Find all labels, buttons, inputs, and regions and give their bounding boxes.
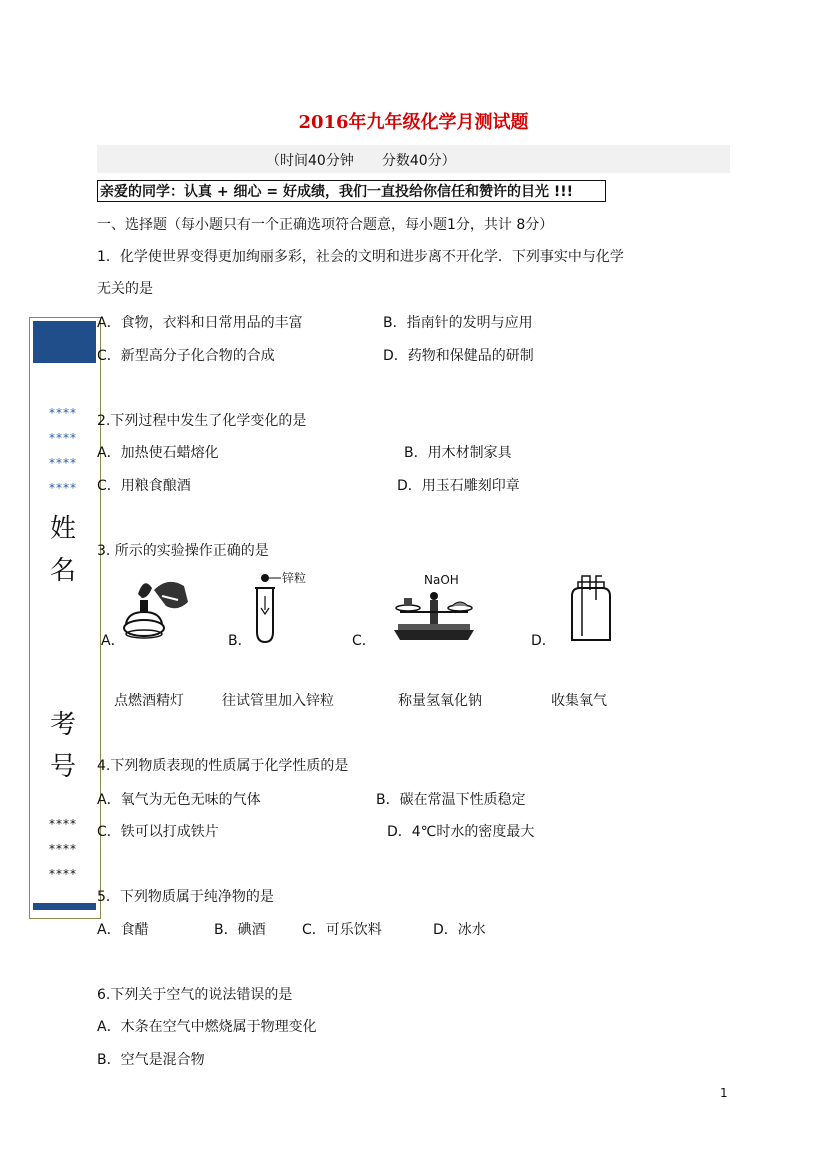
q3-option-b-label: B． [228, 633, 252, 649]
balance-figure [388, 586, 480, 642]
sidebar-stars: **** [49, 431, 77, 445]
q6-stem: 6.下列关于空气的说法错误的是 [97, 987, 293, 1003]
q3-option-d-label: D． [531, 633, 556, 649]
q5-option-c: C．可乐饮料 [302, 922, 382, 938]
q4-option-d: D．4℃时水的密度最大 [387, 824, 535, 840]
sidebar-stars: **** [49, 817, 77, 831]
q5-option-a: A．食醋 [97, 922, 149, 938]
q2-stem: 2.下列过程中发生了化学变化的是 [97, 413, 307, 429]
q2-option-a: A．加热使石蜡熔化 [97, 445, 219, 461]
q2-option-d: D．用玉石雕刻印章 [397, 478, 520, 494]
q1-option-d: D．药物和保健品的研制 [383, 348, 534, 364]
sidebar-stars: **** [49, 456, 77, 470]
q4-option-b: B．碳在常温下性质稳定 [376, 792, 526, 808]
sidebar-top-block [33, 321, 96, 363]
exam-title: 2016年九年级化学月测试题 [298, 112, 529, 133]
q1-option-a: A．食物，衣料和日常用品的丰富 [97, 315, 303, 331]
q2-option-b: B．用木材制家具 [404, 445, 512, 461]
alcohol-lamp-figure [118, 572, 194, 644]
zinc-label: 锌粒 [282, 571, 307, 585]
exam-subtitle: （时间40分钟 分数40分） [266, 153, 456, 169]
q6-option-a: A．木条在空气中燃烧属于物理变化 [97, 1019, 317, 1035]
q5-option-b: B．碘酒 [214, 922, 266, 938]
student-info-sidebar [29, 317, 101, 919]
q3-caption-b: 往试管里加入锌粒 [222, 693, 334, 709]
gas-bottle-figure [562, 570, 616, 644]
sidebar-stars: **** [49, 481, 77, 495]
q1-stem-cont: 无关的是 [97, 281, 153, 297]
q1-option-c: C．新型高分子化合物的合成 [97, 348, 275, 364]
name-label-char: 名 [50, 556, 77, 586]
sidebar-bottom-block [33, 903, 96, 910]
q4-option-c: C．铁可以打成铁片 [97, 824, 219, 840]
q3-caption-a: 点燃酒精灯 [114, 693, 184, 709]
q1-option-b: B．指南针的发明与应用 [383, 315, 533, 331]
motto-box: 亲爱的同学：认真 + 细心 = 好成绩，我们一直投给你信任和赞许的目光 !!! [97, 180, 606, 202]
q3-caption-c: 称量氢氧化钠 [398, 693, 482, 709]
q3-option-a-label: A． [101, 633, 125, 649]
q4-option-a: A．氧气为无色无味的气体 [97, 792, 261, 808]
q3-stem: 3. 所示的实验操作正确的是 [97, 543, 269, 559]
sidebar-stars: **** [49, 867, 77, 881]
q6-option-b: B．空气是混合物 [97, 1052, 205, 1068]
q5-option-d: D．冰水 [433, 922, 486, 938]
q1-stem: 1．化学使世界变得更加绚丽多彩，社会的文明和进步离不开化学．下列事实中与化学 [97, 249, 624, 265]
q2-option-c: C．用粮食酿酒 [97, 478, 191, 494]
number-label-char: 号 [50, 752, 77, 782]
q4-stem: 4.下列物质表现的性质属于化学性质的是 [97, 758, 349, 774]
sidebar-stars: **** [49, 406, 77, 420]
page-number: 1 [720, 1086, 728, 1100]
naoh-label: NaOH [424, 573, 459, 587]
sidebar-stars: **** [49, 842, 77, 856]
name-label-char: 姓 [50, 514, 77, 544]
q3-caption-d: 收集氧气 [551, 693, 607, 709]
q3-option-c-label: C． [352, 633, 376, 649]
number-label-char: 考 [50, 710, 77, 740]
section-heading: 一、选择题（每小题只有一个正确选项符合题意，每小题1分，共计 8分） [97, 217, 554, 233]
q5-stem: 5．下列物质属于纯净物的是 [97, 889, 274, 905]
